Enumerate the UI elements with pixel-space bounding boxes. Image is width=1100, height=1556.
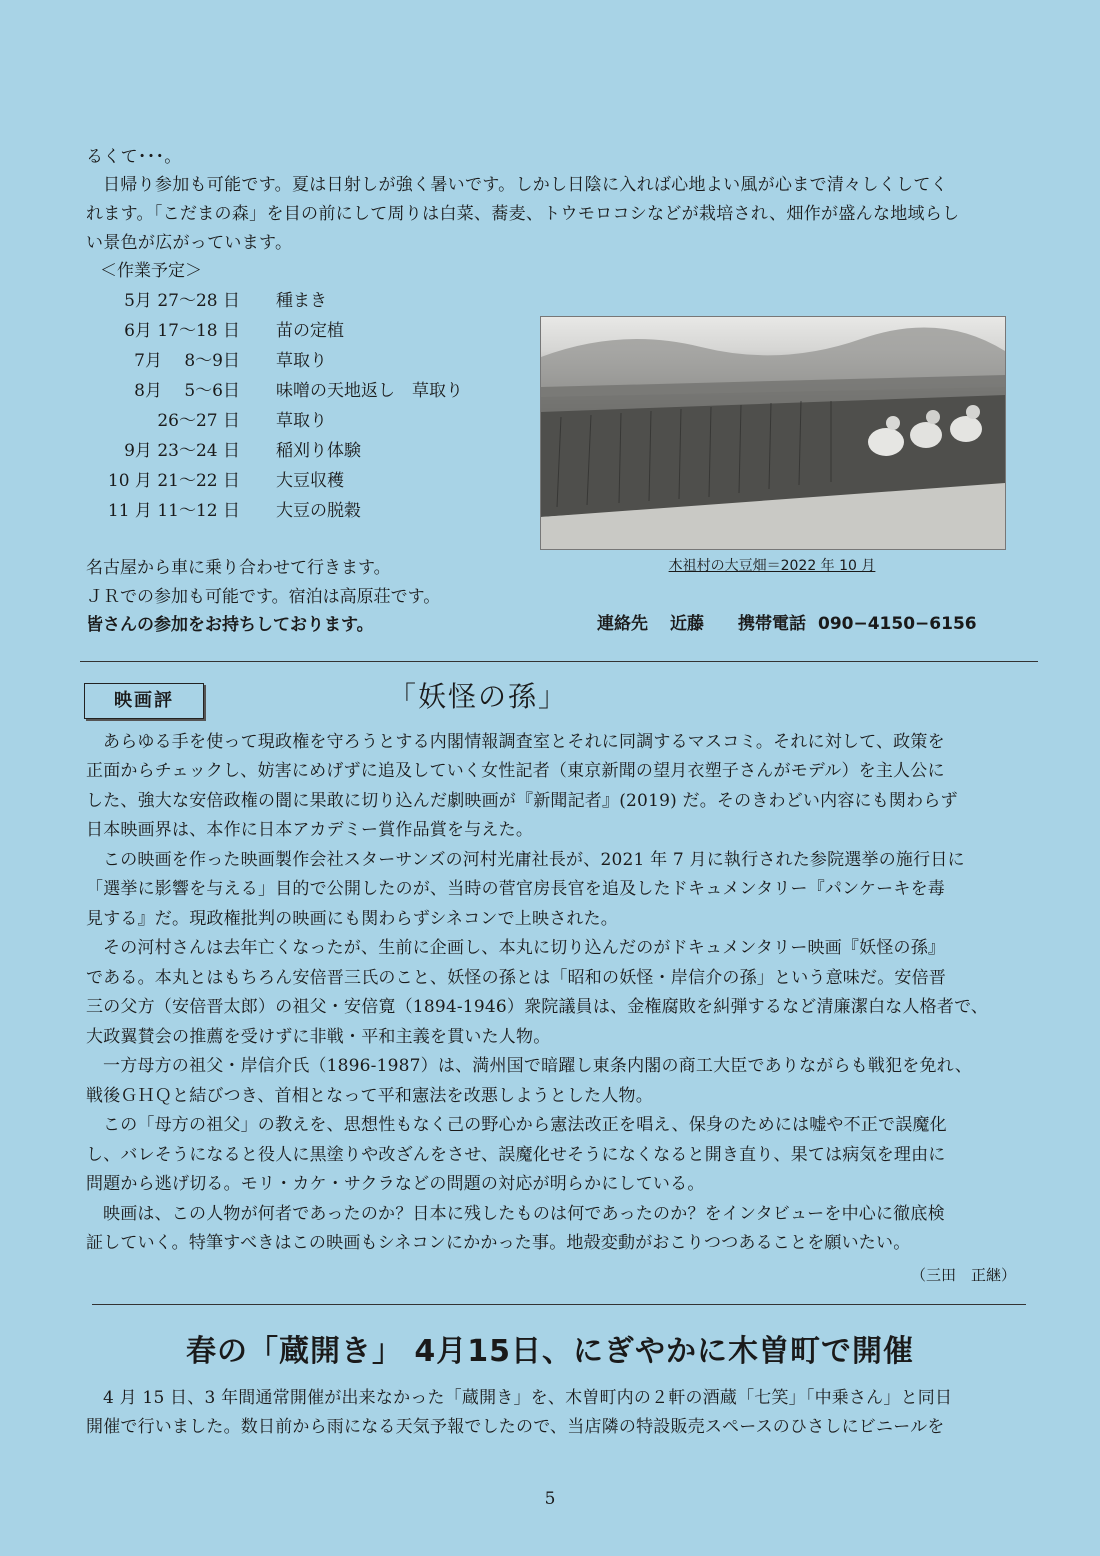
notice-line-1: 名古屋から車に乗り合わせて行きます。 (86, 558, 391, 578)
contact-label: 連絡先 (597, 614, 648, 634)
review-line: 問題から逃げ切る。モリ・カケ・サクラなどの問題の対応が明らかにしている。 (86, 1174, 705, 1194)
intro-line-2: 日帰り参加も可能です。夏は日射しが強く暑いです。しかし日陰に入れば心地よい風が心まで清々しくしてく (103, 175, 948, 195)
schedule-row (100, 376, 520, 406)
review-line: 証していく。特筆すべきはこの映画もシネコンにかかった事。地殻変動がおこりつつあることを願いたい。 (86, 1233, 911, 1253)
review-line: 「選挙に影響を与える」目的で公開したのが、当時の菅官房長官を追及したドキュメンタリー『パンケーキを毒 (86, 879, 945, 899)
schedule-heading: ＜作業予定＞ (100, 261, 202, 281)
phone-label: 携帯電話 (738, 614, 806, 634)
schedule-task: 大豆の脱穀 (276, 501, 361, 521)
review-author: （三田 正継） (910, 1266, 1016, 1284)
review-line: 正面からチェックし、妨害にめげずに追及していく女性記者（東京新聞の望月衣塑子さんがモデル）を主人公に (86, 761, 945, 781)
schedule-date: 10 月 21〜22 日 (107, 471, 240, 491)
schedule-task: 草取り (276, 351, 327, 371)
review-line: 一方母方の祖父・岸信介氏（1896-1987）は、満州国で暗躍し東条内閣の商工大臣でありながらも戦犯を免れ、 (103, 1056, 973, 1076)
schedule-row (100, 346, 520, 376)
review-line: その河村さんは去年亡くなったが、生前に企画し、本丸に切り込んだのがドキュメンタリー映画『妖怪の孫』 (103, 938, 946, 958)
photo-illustration (541, 317, 1005, 549)
schedule-date: 9月 23〜24 日 (124, 441, 240, 461)
schedule-task: 苗の定植 (276, 321, 344, 341)
schedule-task: 大豆収穫 (276, 471, 344, 491)
film-title: 「妖怪の孫」 (388, 680, 569, 713)
review-line: 映画は、この人物が何者であったのか？日本に残したものは何であったのか？をインタビューを中心に徹底検 (103, 1204, 945, 1224)
schedule-date: 7月 8〜9日 (134, 351, 240, 371)
intro-line-4: い景色が広がっています。 (86, 233, 293, 253)
review-line: し、バレそうになると役人に黒塗りや改ざんをさせ、誤魔化せそうになくなると開き直り、果ては病気を理由に (86, 1145, 946, 1165)
contact-name: 近藤 (670, 614, 704, 634)
schedule-date: 5月 27〜28 日 (124, 291, 240, 311)
schedule-date: 8月 5〜6日 (134, 381, 240, 401)
schedule-task: 種まき (276, 291, 327, 311)
schedule-row (100, 436, 520, 466)
review-line: である。本丸とはもちろん安倍晋三氏のこと、妖怪の孫とは「昭和の妖怪・岸信介の孫」という意味だ。安倍晋 (86, 968, 946, 988)
photo-caption (540, 555, 1004, 577)
schedule-row (100, 496, 520, 526)
notice-line-2: ＪＲでの参加も可能です。宿泊は高原荘です。 (86, 587, 441, 607)
review-line: この映画を作った映画製作会社スターサンズの河村光庸社長が、2021 年 7 月に執行された参院選挙の施行日に (103, 850, 965, 870)
photo-caption-text: 木祖村の大豆畑＝2022 年 10 月 (668, 558, 876, 574)
notice-line-3: 皆さんの参加をお持ちしております。 (86, 615, 374, 635)
review-line: 日本映画界は、本作に日本アカデミー賞作品賞を与えた。 (86, 820, 534, 840)
page-number: 5 (544, 1489, 556, 1509)
schedule-date: 6月 17〜18 日 (124, 321, 240, 341)
phone-number: 090−4150−6156 (818, 614, 977, 634)
intro-line-3: れます。「こだまの森」を目の前にして周りは白菜、蕎麦、トウモロコシなどが栽培され、畑作が盛んな地域らし (86, 204, 960, 224)
schedule-task: 味噌の天地返し 草取り (276, 381, 463, 401)
schedule-row (100, 466, 520, 496)
review-tag: 映画評 (84, 683, 204, 719)
article-line: 開催で行いました。数日前から雨になる天気予報でしたので、当店隣の特設販売スペースのひさしにビニールを (86, 1417, 945, 1437)
schedule-row (100, 286, 520, 316)
review-line: この「母方の祖父」の教えを、思想性もなく己の野心から憲法改正を唱え、保身のためには嘘や不正で誤魔化 (103, 1115, 947, 1135)
review-line: 見する』だ。現政権批判の映画にも関わらずシネコンで上映された。 (86, 909, 619, 929)
section-divider (80, 661, 1038, 662)
review-line: 大政翼賛会の推薦を受けずに非戦・平和主義を貫いた人物。 (86, 1027, 551, 1047)
schedule-task: 草取り (276, 411, 327, 431)
schedule-date: 11 月 11〜12 日 (107, 501, 240, 521)
schedule-task: 稲刈り体験 (276, 441, 361, 461)
review-line: 三の父方（安倍晋太郎）の祖父・安倍寛（1894-1946）衆院議員は、金権腐敗を糾弾するなど清廉潔白な人格者で、 (86, 997, 989, 1017)
contact-info (597, 610, 977, 638)
section-divider (92, 1304, 1026, 1305)
review-line: 戦後ＧＨＱと結びつき、首相となって平和憲法を改悪しようとした人物。 (86, 1086, 653, 1106)
review-line: した、強大な安倍政権の闇に果敢に切り込んだ劇映画が『新聞記者』(2019) だ。そのきわどい内容にも関わらず (86, 791, 958, 811)
review-line: あらゆる手を使って現政権を守ろうとする内閣情報調査室とそれに同調するマスコミ。それに対して、政策を (103, 732, 945, 752)
schedule-row (100, 406, 520, 436)
article-headline: 春の「蔵開き」 4月15日、にぎやかに木曽町で開催 (185, 1334, 915, 1369)
soybean-field-photo (540, 316, 1006, 550)
schedule-row (100, 316, 520, 346)
article-line: 4 月 15 日、3 年間通常開催が出来なかった「蔵開き」を、木曽町内の２軒の酒蔵「七笑」「中乗さん」と同日 (103, 1388, 953, 1408)
schedule-date: 26〜27 日 (157, 411, 240, 431)
intro-line-1: るくて･･･。 (86, 147, 182, 167)
